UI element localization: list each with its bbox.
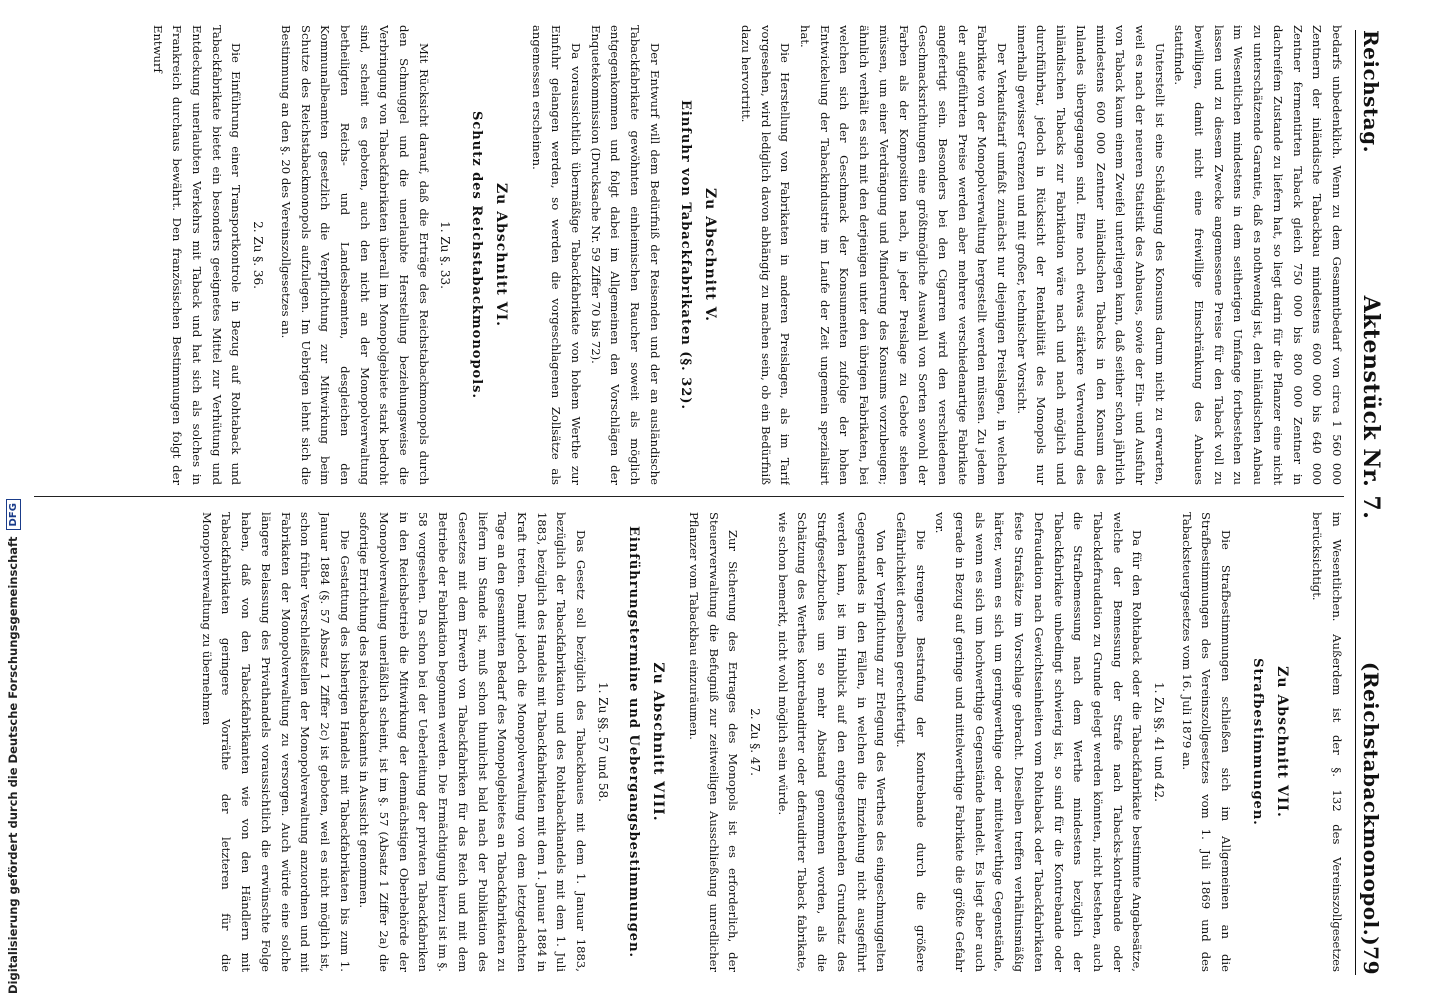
document-page	[14, 0, 1394, 1000]
paragraph-mark: 1. Zu §. 33.	[438, 221, 453, 289]
section-subheading: Einführungstermine und Uebergangsbestimmungen.	[626, 525, 642, 959]
paragraph: Die Gestattung des bisherigen Handels mit Tabackfabrikaten bis zum 1. Januar 1884 (§. 57 Absatz 1 Ziffer 2c) ist geboten, weil es nicht möglich ist, schon früher Verschleißstellen der Monopolverwaltung anzuordnen und mit Fabrikaten der Monopolverwaltung zu versorgen. Auch würde eine solche längere Belassung des Privathandels voraussichtlich die erwünschte Folge haben, daß von den Tabackfabrikanten wie von den Händlern mit Tabackfabrikaten geringere Vorräthe der letzteren für die Monopolverwaltung zu übernehmen	[199, 512, 352, 972]
paragraph: Mit Rücksicht darauf, daß die Erträge des Reichstabackmonopols durch den Schmuggel und die unerlaubte Herstellung beziehungsweise die Verbringung von Tabackfabrikaten überall im Monopolgebiete stark bedroht sind, scheint es geboten, auch den nicht an der Monopolverwaltung betheiligten Reichs- und Landesbeamten, desgleichen den Kommunalbeamten gesetzlich die Verpflichtung zur Mitwirkung beim Schutze des Reichstabackmonopols aufzulegen. Im Uebrigen lehnt sich die Bestimmung an den §. 20 des Vereinszollgesetzes an.	[278, 25, 431, 485]
paragraph: Von der Verpflichtung zur Erlegung des Werthes des eingeschmuggelten Gegenstandes in den Fällen, in welchen die Einziehung nicht ausgeführt werden kann, ist im Hinblick auf den entgegenstehenden Grundsatz des Strafgesetzbuches um so mehr Abstand genommen worden, als die Schätzung des Werthes kontrebandirter oder defraudirter Taback fabrikate, wie schon bemerkt, nicht wohl möglich sein würde.	[775, 512, 889, 972]
page-number: 79	[1359, 946, 1383, 975]
section-subheading: Einfuhr von Tabackfabrikaten (§. 32).	[678, 99, 694, 410]
digitization-credit-strip	[0, 0, 26, 1000]
section-heading: Zu Abschnitt VI.	[492, 182, 509, 328]
paragraph: Die strengere Bestrafung der Kontrebande durch die größere Gefährlichkeit derselben gerechtfertigt.	[893, 512, 928, 972]
page-header	[1355, 30, 1386, 975]
paragraph: im Wesentlichen. Außerdem ist der §. 132 des Vereinszollgesetzes berücksichtigt.	[1310, 512, 1344, 972]
header-document-number: Aktenstück Nr. 7.	[1358, 295, 1384, 520]
left-column	[26, 25, 1346, 485]
paragraph: Die Herstellung von Fabrikaten in anderen Preislagen, als im Tarif vorgesehen, wird lediglich davon abhängig zu machen sein, ob ein Bedürfniß dazu hervortritt.	[738, 25, 793, 485]
credit-text: Digitalisierung gefördert durch die Deutsche Forschungsgemeinschaft	[6, 536, 20, 994]
header-subject: (Reichstabackmonopol.)	[1359, 661, 1383, 947]
paragraph: bedarfs unbedenklich. Wenn zu dem Gesammtbedarf von circa 1 560 000 Zentnern der inländische Tabackbau mindestens 600 000 bis 640 000 Zentner fermentirten Taback gleich 750 000 bis 800 000 Zentner in dachreifem Zustande zu liefern hat, so liegt darin für die Pflanzer eine nicht zu unterschätzende Garantie, daß es nothwendig ist, den inländischen Anbau im Wesentlichen mindestens in dem seitherigen Umfange fortbestehen zu lassen und zu diesem Zwecke angemessene Preise für den Taback voll zu bewilligen, damit nicht eine freiwillige Einschränkung des Anbaues stattfinde.	[1172, 25, 1344, 485]
paragraph: Da für den Rohtaback oder die Tabackfabrikate bestimmte Angabesätze, welche der Bemessung der Strafe nach Tabacks-kontrebande oder Tabackdefraudation zu Grunde gelegt werden könnten, nicht bestehen, auch die Strafbemessung nach dem Werthe mindestens bezüglich der Tabackfabrikate unbedingt schwierig ist, so sind für die Kontrebande oder Defraudation nach Gewichtseinheiten vom Rohtaback oder Tabackfabrikaten feste Strafsätze im Vorschlage gebracht. Dieselben treffen verhältnismäßig härter, wenn es sich um geringwerthige oder mittelwerthige Gegenstände, als wenn es sich um hochwerthige Gegenstände handelt. Es liegt aber auch gerade in Bezug auf geringe und mittelwerthige Fabrikate die größte Gefahr vor.	[933, 512, 1145, 972]
header-left-title: Reichstag.	[1359, 30, 1383, 154]
paragraph-mark: 2. Zu §. 36.	[251, 221, 266, 289]
section-subheading: Schutz des Reichstabackmonopols.	[469, 111, 485, 399]
paragraph: Die Einführung einer Transportkontrole in Bezug auf Rohtaback und Tabackfabrikate bietet ein besonders geeignetes Mittel zur Verhütung und Entdeckung unerlaubten Verkehrs mit Taback und hat sich als solches in Frankreich durchaus bewährt. Den französischen Bestimmungen folgt der Entwurf	[150, 25, 244, 485]
digitization-credit	[4, 4, 22, 994]
paragraph: Das Gesetz soll bezüglich des Tabackbaues mit dem 1. Januar 1883, bezüglich der Tabackfabrikation und des Rohtabackhandels mit dem 1. Juli 1883, bezüglich des Handels mit Tabackfabrikaten mit dem 1. Januar 1884 in Kraft treten. Damit jedoch die Monopolverwaltung von dem letztgedachten Tage an den gesammten Bedarf des Monopolgebietes an Tabackfabrikaten zu liefern im Stande ist, muß schon thunlichst bald nach der Publikation des Gesetzes mit dem Erwerb von Tabackfabriken für das Reich und mit dem Betriebe der Fabrikation begonnen werden. Die Ermächtigung hierzu ist im §. 58 vorgesehen. Da schon bei der Ueberleitung der privaten Tabackfabriken in den Reichsbetrieb die Mitwirkung der demnächstigen Oberbehörde der Monopolverwaltung unerläßlich scheint, ist im §. 57 (Absatz 1 Ziffer 2a) die sofortige Errichtung des Reichstabackamts in Aussicht genommen.	[357, 512, 589, 972]
column-divider	[34, 496, 1344, 497]
paragraph: Zur Sicherung des Ertrages des Monopols ist es erforderlich, der Steuerverwaltung die Befugniß zur zeitweiligen Ausschließung unredlicher Pflanzer vom Tabackbau einzuräumen.	[686, 512, 741, 972]
paragraph: Die Strafbestimmungen schließen sich im Allgemeinen an die Strafbestimmungen des Vereinszollgesetzes vom 1. Juli 1869 und des Tabacksteuergesetzes vom 16. Juli 1879 an.	[1179, 512, 1234, 972]
paragraph: Der Verkaufstarif umfaßt zunächst nur diejenigen Preislagen, in welchen Fabrikate von der Monopolverwaltung hergestellt werden müssen. Zu jedem der aufgeführten Preise werden aber mehrere verschiedenartige Fabrikate angefertigt sein. Besonders bei den Cigarren wird den verschiedenen Geschmacksrichtungen eine größtmögliche Auswahl von Sorten sowohl der Farben als der Komposition nach, in jeder Preislage zu Gebote stehen müssen, um einer Verdrängung und Minderung des Konsums vorzubeugen; ähnlich verhält es sich mit den derjenigen unter den übrigen Fabrikaten, bei welchen sich der Geschmack der Konsumenten zufolge der hohen Entwickelung der Tabackindustrie im Laufe der Zeit ungemein spezialisirt hat.	[798, 25, 1010, 485]
dfg-logo: DFG	[6, 499, 21, 530]
section-subheading: Strafbestimmungen.	[1249, 658, 1265, 826]
paragraph-mark: 1. Zu §§. 57 und 58.	[595, 682, 610, 802]
section-heading: Zu Abschnitt VII.	[1273, 666, 1290, 818]
paragraph: Der Entwurf will dem Bedürfniß der Reisenden und der an ausländische Tabackfabrikate gewöhnten einheimischen Raucher soweit als möglich entgegenkommen und folgt dabei im Allgemeinen den Vorschlägen der Enquetekommission (Drucksache Nr. 59 Ziffer 70 bis 72).	[588, 25, 662, 485]
paragraph: Unterstellt ist eine Schädigung des Konsums darum nicht zu erwarten, weil es nach der neueren Statistik des Anbaues, sowie der Ein- und Ausfuhr von Taback kaum einem Zweifel unterliegen kann, daß seither schon jährlich mindestens 600 000 Zentner inländischen Tabacks in den Konsum des Inlandes übergegangen sind. Eine noch etwas stärkere Verwendung des inländischen Tabacks zur Fabrikation wäre nach und nach möglich und durchführbar, jedoch in Rücksicht der Rentabilität des Monopols nur innerhalb gewisser Grenzen und mit großer, technischer Vorsicht.	[1014, 25, 1167, 485]
section-heading: Zu Abschnitt V.	[702, 187, 719, 323]
paragraph: Da voraussichtlich übermäßige Tabackfabrikate von hohem Werthe zur Einfuhr gelangen werden, so werden die vorgeschlagenen Zollsätze als angemessen erscheinen.	[529, 25, 583, 485]
right-column	[26, 512, 1346, 972]
paragraph-mark: 2. Zu §. 47.	[748, 708, 763, 776]
paragraph-mark: 1. Zu §§. 41 und 42.	[1152, 682, 1167, 802]
section-heading: Zu Abschnitt VIII.	[650, 662, 667, 822]
